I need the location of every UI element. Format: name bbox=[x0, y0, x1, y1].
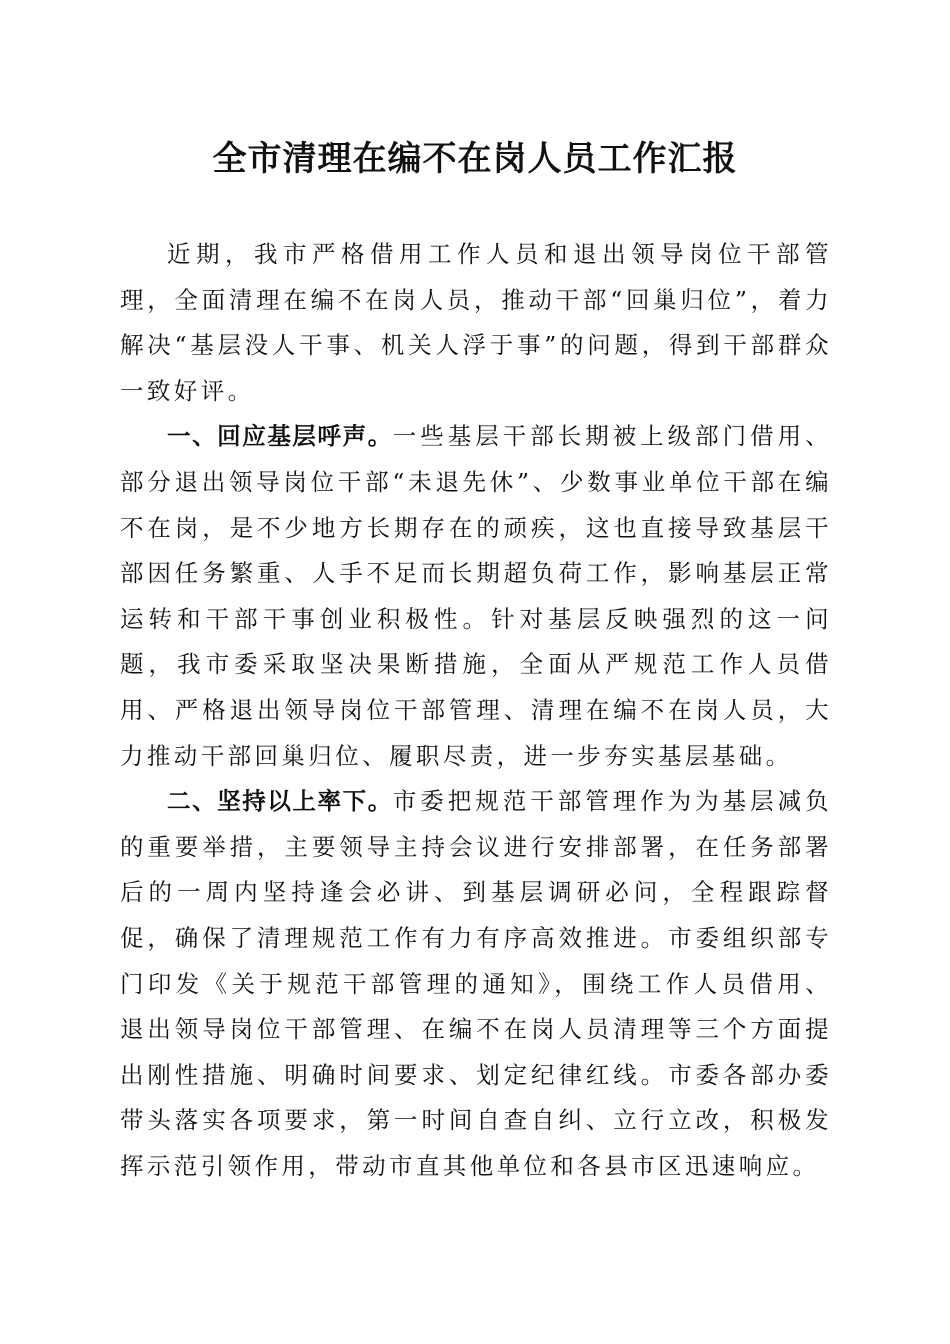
paragraph-text: 近期，我市严格借用工作人员和退出领导岗位干部管理，全面清理在编不在岗人员，推动干部“回巢归位”，着力解决“基层没人干事、机关人浮于事”的问题，得到干部群众一致好评。 bbox=[120, 240, 832, 405]
section-two-paragraph bbox=[120, 779, 832, 1189]
intro-paragraph bbox=[120, 232, 832, 414]
document-title: 全市清理在编不在岗人员工作汇报 bbox=[212, 139, 738, 179]
section-one-heading: 一、回应基层呼声。 bbox=[167, 422, 393, 451]
document-body bbox=[120, 232, 832, 1189]
paragraph-text: 市委把规范干部管理作为为基层减负的重要举措，主要领导主持会议进行安排部署，在任务部署后的一周内坚持逢会必讲、到基层调研必问，全程跟踪督促，确保了清理规范工作有力有序高效推进。市委组织部专门印发《关于规范干部管理的通知》，围绕工作人员借用、退出领导岗位干部管理、在编不在岗人员清理等三个方面提出刚性措施、明确时间要求、划定纪律红线。市委各部办委带头落实各项要求，第一时间自查自纠、立行立改，积极发挥示范引领作用，带动市直其他单位和各县市区迅速响应。 bbox=[120, 787, 833, 1180]
section-one-paragraph bbox=[120, 414, 832, 779]
section-two-heading: 二、坚持以上率下。 bbox=[167, 787, 393, 816]
paragraph-text: 一些基层干部长期被上级部门借用、部分退出领导岗位干部“未退先休”、少数事业单位干部在编不在岗，是不少地方长期存在的顽疾，这也直接导致基层干部因任务繁重、人手不足而长期超负荷工作，影响基层正常运转和干部干事创业积极性。针对基层反映强烈的这一问题，我市委采取坚决果断措施，全面从严规范工作人员借用、严格退出领导岗位干部管理、清理在编不在岗人员，大力推动干部回巢归位、履职尽责，进一步夯实基层基础。 bbox=[120, 422, 833, 770]
